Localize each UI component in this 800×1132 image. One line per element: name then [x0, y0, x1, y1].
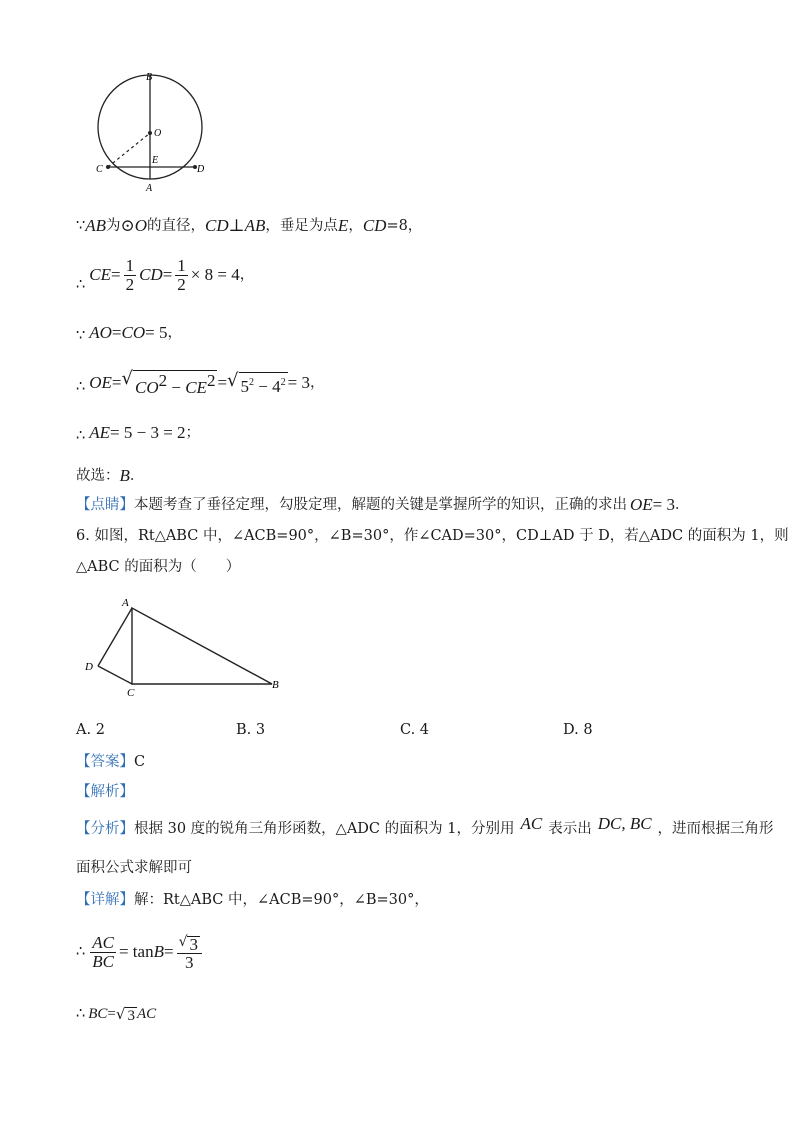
option-label: C. [400, 722, 416, 738]
math-cd: CD [362, 216, 387, 235]
equation-ae [76, 420, 200, 446]
comment-line [76, 495, 690, 515]
exponent: 2 [158, 370, 168, 390]
point-c [106, 165, 110, 169]
math-cd: CD [139, 265, 163, 284]
equation-ce [76, 255, 254, 295]
therefore-symbol: ∴ [76, 277, 86, 293]
exponent: 2 [249, 376, 255, 388]
math-ce: CE [185, 377, 207, 397]
answer-value: C [134, 754, 146, 770]
segment-ad [98, 608, 132, 666]
segment-co [108, 133, 150, 167]
math-oe: OE [89, 373, 112, 392]
math-eq: = [111, 373, 122, 392]
circle-figure [90, 70, 220, 200]
math-eq: = [107, 1006, 116, 1022]
text-segment: 表示出 [548, 821, 592, 837]
triangle-figure [80, 592, 295, 702]
text-line-given [76, 216, 422, 236]
text-segment: ； [185, 425, 201, 441]
radical-sign: √ [227, 369, 239, 391]
text-segment: ． [675, 497, 690, 513]
radicand: 3 [127, 1007, 135, 1024]
math-num: 4 [272, 376, 281, 396]
math-rest: = 5 [145, 323, 168, 342]
equation-ao [76, 320, 182, 346]
text-segment: ，垂足为点 [265, 218, 338, 234]
section-tag: 【分析】 [76, 821, 134, 837]
frac-den: BC [92, 951, 114, 971]
exponent: 2 [206, 370, 216, 390]
math-eq: = [110, 265, 121, 284]
fraction-ac-bc [90, 934, 116, 971]
fenxi-line [76, 814, 774, 844]
text-segment: =8， [386, 218, 423, 234]
math-e: E [337, 216, 349, 235]
math-rest: = 3 [287, 373, 310, 392]
math-eq: = [162, 265, 173, 284]
equation-tan [76, 930, 205, 974]
math-rest: = 3 [652, 495, 676, 514]
text-segment: ． [129, 468, 145, 484]
math-minus: − [167, 377, 186, 397]
because-symbol: ∵ [76, 218, 86, 234]
math-ce: CE [89, 265, 111, 284]
text-segment: ，进而根据三角形 [657, 821, 774, 837]
math-eq: = [163, 942, 174, 961]
math-minus: − [254, 376, 273, 396]
label-d: D [85, 661, 93, 673]
label-c: C [127, 687, 135, 699]
label-a: A [122, 597, 129, 609]
frac-num: 1 [177, 255, 186, 275]
therefore-symbol: ∴ [76, 1006, 86, 1022]
answer-line [76, 752, 145, 772]
fraction-half [175, 257, 188, 294]
math-oe: OE [630, 495, 653, 514]
segment-dc [98, 666, 132, 684]
sqrt-numeric [227, 370, 288, 397]
option-label: D. [563, 722, 579, 738]
exponent: 2 [280, 376, 286, 388]
option-value: 2 [95, 722, 105, 738]
label-d: D [197, 164, 205, 175]
math-co: CO [121, 323, 146, 342]
option-a [76, 722, 105, 738]
option-value: 3 [255, 722, 266, 738]
odot-symbol: ⊙ [120, 216, 135, 235]
frac-num: 1 [125, 255, 135, 275]
frac-num [177, 932, 202, 954]
text-segment: 为 [106, 218, 121, 234]
radical-sign: √ [115, 1004, 126, 1023]
label-b: B [146, 72, 153, 83]
choice-line [76, 466, 144, 486]
therefore-symbol: ∴ [76, 428, 86, 444]
text-segment: ， [239, 267, 255, 283]
frac-den: 2 [177, 274, 186, 294]
text-segment: ， [167, 325, 182, 341]
math-eq: = [217, 373, 228, 392]
math-dc-bc: DC, BC [597, 814, 652, 833]
text-segment: 的直径， [147, 218, 206, 234]
math-b: B [153, 942, 164, 961]
option-c [400, 722, 429, 738]
option-label: B. [236, 722, 252, 738]
math-ac: AC [136, 1006, 157, 1022]
equation-bc [76, 1002, 156, 1026]
math-rest: = 5 − 3 = 2 [110, 423, 186, 442]
math-ae: AE [89, 423, 111, 442]
text-segment: 本题考查了垂径定理，勾股定理，解题的关键是掌握所学的知识，正确的求出 [134, 497, 627, 513]
math-ac: AC [520, 814, 543, 833]
sqrt-3 [116, 1005, 137, 1024]
radicand: 3 [189, 935, 198, 954]
radical-sign: √ [178, 934, 188, 950]
text-segment: 根据 30 度的锐角三角形函数，△ADC 的面积为 1，分别用 [134, 821, 515, 837]
math-ao: AO [89, 323, 112, 342]
option-label: A. [76, 722, 92, 738]
therefore-symbol: ∴ [76, 379, 86, 395]
label-e: E [152, 155, 159, 166]
math-num: 5 [240, 376, 250, 396]
sqrt-expression [122, 368, 218, 399]
label-o: O [154, 128, 162, 139]
section-tag: 【解析】 [76, 784, 134, 800]
fraction-half [124, 257, 137, 294]
math-cd-perp-ab: CD⊥AB [205, 216, 266, 235]
frac-num: AC [92, 932, 114, 952]
option-d [563, 722, 593, 738]
math-tan: = tan [118, 942, 154, 961]
section-tag: 【点睛】 [76, 497, 134, 513]
label-c: C [96, 164, 103, 175]
detail-line [76, 890, 429, 910]
point-o [148, 131, 152, 135]
fraction-root3-3 [177, 932, 202, 972]
option-value: 4 [419, 722, 430, 738]
option-b [236, 722, 265, 738]
question-6-line-2: △ABC 的面积为（ ） [76, 559, 241, 575]
triangle-abc [132, 608, 272, 684]
math-o: O [134, 216, 148, 235]
question-6-line-1: 6. 如图，Rt△ABC 中，∠ACB=90°，∠B=30°，作∠CAD=30°，CD⊥AD 于 D，若△ADC 的面积为 1，则 [76, 528, 789, 544]
label-b: B [272, 679, 279, 691]
equation-oe [76, 369, 324, 397]
math-ab: AB [85, 216, 107, 235]
text-segment: 故选： [76, 468, 120, 484]
frac-den: 3 [185, 953, 194, 972]
math-bc: BC [88, 1006, 108, 1022]
text-segment: ， [348, 218, 363, 234]
math-b: B [119, 466, 130, 485]
frac-den: 2 [125, 274, 135, 294]
math-eq: = [111, 323, 122, 342]
radical-sign: √ [121, 367, 133, 389]
section-tag: 【答案】 [76, 754, 134, 770]
analysis-line [76, 782, 134, 802]
text-segment: ， [309, 375, 325, 391]
option-value: 8 [583, 722, 593, 738]
math-co: CO [134, 377, 159, 397]
because-symbol: ∵ [76, 328, 86, 344]
fenxi-line-2: 面积公式求解即可 [76, 860, 192, 876]
math-rest: × 8 = 4 [190, 265, 240, 284]
therefore-symbol: ∴ [76, 944, 86, 960]
label-a: A [146, 183, 153, 194]
section-tag: 【详解】 [76, 892, 134, 908]
text-segment: 解：Rt△ABC 中，∠ACB=90°，∠B=30°， [134, 892, 429, 908]
